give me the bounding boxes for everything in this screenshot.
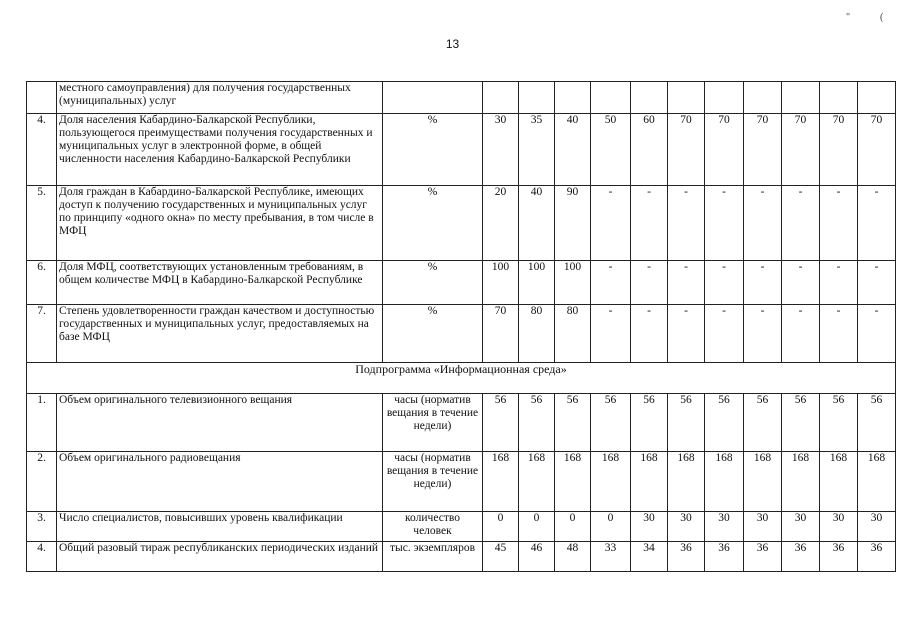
year-value: 168 — [858, 452, 896, 512]
year-value: 45 — [483, 542, 519, 572]
year-value: - — [820, 186, 858, 261]
year-value: 30 — [483, 114, 519, 186]
year-value: 30 — [705, 512, 744, 542]
year-value: - — [631, 261, 668, 305]
year-value: 0 — [519, 512, 555, 542]
year-value: 56 — [591, 394, 631, 452]
year-value: 168 — [705, 452, 744, 512]
row-number: 1. — [27, 394, 57, 452]
year-value: 30 — [631, 512, 668, 542]
year-value — [591, 82, 631, 114]
year-value — [555, 82, 591, 114]
year-value: - — [820, 261, 858, 305]
year-value: 40 — [519, 186, 555, 261]
year-value: 168 — [555, 452, 591, 512]
year-value: 168 — [744, 452, 782, 512]
unit-of-measure — [383, 82, 483, 114]
year-value: 35 — [519, 114, 555, 186]
year-value: 70 — [820, 114, 858, 186]
unit-of-measure: количество человек — [383, 512, 483, 542]
year-value — [744, 82, 782, 114]
year-value: 56 — [820, 394, 858, 452]
unit-of-measure: % — [383, 305, 483, 363]
table-row — [27, 305, 896, 363]
unit-of-measure: часы (норматив вещания в течение недели) — [383, 452, 483, 512]
unit-of-measure: % — [383, 261, 483, 305]
indicator-name: Объем оригинального телевизионного вещания — [57, 394, 383, 452]
year-value: - — [744, 305, 782, 363]
year-value: 100 — [519, 261, 555, 305]
year-value: 48 — [555, 542, 591, 572]
year-value: 56 — [555, 394, 591, 452]
table-row — [27, 452, 896, 512]
year-value: 36 — [705, 542, 744, 572]
year-value: 56 — [782, 394, 820, 452]
year-value: - — [591, 186, 631, 261]
year-value: 70 — [668, 114, 705, 186]
row-number: 7. — [27, 305, 57, 363]
row-number: 6. — [27, 261, 57, 305]
year-value: - — [705, 261, 744, 305]
year-value: - — [591, 305, 631, 363]
year-value: 0 — [591, 512, 631, 542]
row-number: 2. — [27, 452, 57, 512]
year-value: 56 — [483, 394, 519, 452]
subprogram-title: Подпрограмма «Информационная среда» — [27, 363, 896, 394]
table-row — [27, 512, 896, 542]
year-value: - — [782, 261, 820, 305]
year-value: 100 — [483, 261, 519, 305]
year-value: - — [631, 186, 668, 261]
year-value: 56 — [631, 394, 668, 452]
year-value: 36 — [668, 542, 705, 572]
indicator-name: Доля граждан в Кабардино-Балкарской Республике, имеющих доступ к получению государственных и муниципальных услуг по принципу «одного окна» по месту пребывания, в том числе в МФЦ — [57, 186, 383, 261]
indicator-name: Доля населения Кабардино-Балкарской Республики, пользующегося преимуществами получения государственных и муниципальных услуг в электронной форме, в общей численности населения Кабардино-Балкарской Республики — [57, 114, 383, 186]
row-number: 4. — [27, 114, 57, 186]
table-row — [27, 542, 896, 572]
year-value — [705, 82, 744, 114]
year-value: 30 — [744, 512, 782, 542]
row-number: 5. — [27, 186, 57, 261]
year-value — [782, 82, 820, 114]
year-value: 56 — [519, 394, 555, 452]
year-value: 168 — [483, 452, 519, 512]
corner-mark: " — [846, 12, 851, 23]
year-value: 46 — [519, 542, 555, 572]
year-value: 36 — [782, 542, 820, 572]
year-value: - — [858, 305, 896, 363]
year-value: 30 — [668, 512, 705, 542]
year-value: 80 — [519, 305, 555, 363]
year-value: 168 — [668, 452, 705, 512]
year-value: 56 — [744, 394, 782, 452]
year-value: 168 — [591, 452, 631, 512]
year-value: - — [782, 305, 820, 363]
row-number: 3. — [27, 512, 57, 542]
corner-mark: ( — [880, 12, 884, 23]
year-value: - — [668, 186, 705, 261]
year-value: 30 — [820, 512, 858, 542]
year-value: 0 — [483, 512, 519, 542]
year-value: 56 — [668, 394, 705, 452]
section-row — [27, 363, 896, 394]
year-value: 36 — [820, 542, 858, 572]
year-value: - — [591, 261, 631, 305]
year-value: - — [668, 305, 705, 363]
unit-of-measure: % — [383, 114, 483, 186]
year-value: 33 — [591, 542, 631, 572]
indicators-table — [26, 81, 896, 572]
year-value: 70 — [705, 114, 744, 186]
year-value: - — [744, 186, 782, 261]
year-value: 30 — [858, 512, 896, 542]
year-value: 50 — [591, 114, 631, 186]
year-value: - — [631, 305, 668, 363]
year-value — [519, 82, 555, 114]
table-row — [27, 394, 896, 452]
year-value — [668, 82, 705, 114]
unit-of-measure: % — [383, 186, 483, 261]
year-value: - — [782, 186, 820, 261]
table-row — [27, 186, 896, 261]
year-value: 90 — [555, 186, 591, 261]
year-value: 36 — [858, 542, 896, 572]
year-value: 40 — [555, 114, 591, 186]
unit-of-measure: часы (норматив вещания в течение недели) — [383, 394, 483, 452]
year-value: 80 — [555, 305, 591, 363]
year-value: - — [744, 261, 782, 305]
year-value — [820, 82, 858, 114]
indicator-name: местного самоуправления) для получения государственных (муниципальных) услуг — [57, 82, 383, 114]
year-value: 168 — [519, 452, 555, 512]
year-value: - — [820, 305, 858, 363]
year-value: - — [705, 186, 744, 261]
year-value: 56 — [858, 394, 896, 452]
year-value: 168 — [820, 452, 858, 512]
indicator-name: Общий разовый тираж республиканских периодических изданий — [57, 542, 383, 572]
year-value: - — [668, 261, 705, 305]
indicator-name: Доля МФЦ, соответствующих установленным требованиям, в общем количестве МФЦ в Кабардино-Балкарской Республике — [57, 261, 383, 305]
row-number — [27, 82, 57, 114]
year-value: 0 — [555, 512, 591, 542]
year-value: 60 — [631, 114, 668, 186]
year-value: 70 — [858, 114, 896, 186]
year-value: 36 — [744, 542, 782, 572]
year-value — [858, 82, 896, 114]
year-value: 20 — [483, 186, 519, 261]
year-value: 168 — [782, 452, 820, 512]
table-row — [27, 114, 896, 186]
table-row — [27, 82, 896, 114]
unit-of-measure: тыс. экземпляров — [383, 542, 483, 572]
indicator-name: Число специалистов, повысивших уровень квалификации — [57, 512, 383, 542]
year-value: 34 — [631, 542, 668, 572]
year-value: 100 — [555, 261, 591, 305]
indicator-name: Объем оригинального радиовещания — [57, 452, 383, 512]
year-value: 168 — [631, 452, 668, 512]
year-value: 70 — [744, 114, 782, 186]
row-number: 4. — [27, 542, 57, 572]
year-value — [631, 82, 668, 114]
year-value: 30 — [782, 512, 820, 542]
year-value: 70 — [782, 114, 820, 186]
year-value: - — [705, 305, 744, 363]
year-value: - — [858, 261, 896, 305]
year-value: - — [858, 186, 896, 261]
year-value: 70 — [483, 305, 519, 363]
year-value: 56 — [705, 394, 744, 452]
indicator-name: Степень удовлетворенности граждан качеством и доступностью государственных и муниципальных услуг, предоставляемых на базе МФЦ — [57, 305, 383, 363]
page-number: 13 — [445, 37, 460, 51]
table-row — [27, 261, 896, 305]
year-value — [483, 82, 519, 114]
